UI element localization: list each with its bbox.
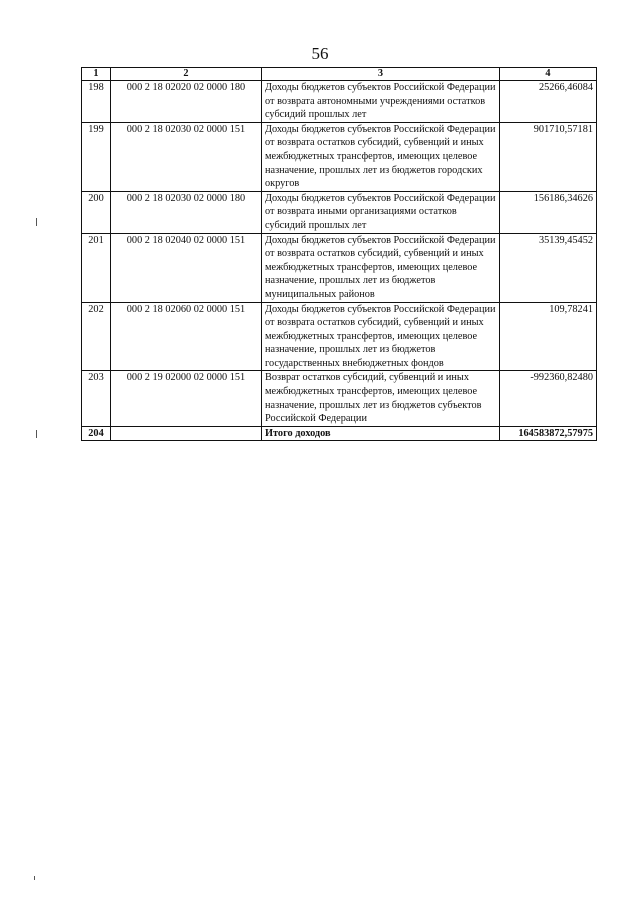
budget-code: 000 2 18 02030 02 0000 151 (111, 122, 262, 191)
table-row (82, 81, 597, 123)
header-col-1: 1 (82, 68, 111, 81)
row-number: 199 (82, 122, 111, 191)
income-description: Доходы бюджетов субъектов Российской Федерации от возврата остатков субсидий, субвенций и иных межбюджетных трансфертов, имеющих целевое назначение, прошлых лет из бюджетов муниципальных районов (262, 233, 500, 302)
table-row (82, 122, 597, 191)
budget-code: 000 2 19 02000 02 0000 151 (111, 371, 262, 426)
header-col-4: 4 (500, 68, 597, 81)
amount: 156186,34626 (500, 191, 597, 233)
amount: 25266,46084 (500, 81, 597, 123)
page-number: 56 (311, 44, 329, 63)
income-description: Доходы бюджетов субъектов Российской Федерации от возврата остатков субсидий, субвенций и иных межбюджетных трансфертов, имеющих целевое назначение, прошлых лет из бюджетов городских округов (262, 122, 500, 191)
income-description: Доходы бюджетов субъектов Российской Федерации от возврата иными организациями остатков субсидий прошлых лет (262, 191, 500, 233)
scan-mark (34, 876, 35, 880)
table-row (82, 191, 597, 233)
total-amount: 164583872,57975 (500, 426, 597, 441)
income-description: Возврат остатков субсидий, субвенций и иных межбюджетных трансфертов, имеющих целевое назначение, прошлых лет из бюджетов субъектов Российской Федерации (262, 371, 500, 426)
row-number: 201 (82, 233, 111, 302)
table-row (82, 233, 597, 302)
table-row (82, 371, 597, 426)
scan-mark (36, 218, 37, 226)
header-col-2: 2 (111, 68, 262, 81)
amount: 109,78241 (500, 302, 597, 371)
table-row (82, 302, 597, 371)
amount: -992360,82480 (500, 371, 597, 426)
row-number: 202 (82, 302, 111, 371)
amount: 35139,45452 (500, 233, 597, 302)
scan-mark (36, 430, 37, 438)
revenue-table (81, 67, 597, 441)
row-number: 204 (82, 426, 111, 441)
table-header-row (82, 68, 597, 81)
budget-code: 000 2 18 02060 02 0000 151 (111, 302, 262, 371)
row-number: 200 (82, 191, 111, 233)
row-number: 203 (82, 371, 111, 426)
budget-code: 000 2 18 02040 02 0000 151 (111, 233, 262, 302)
budget-code: 000 2 18 02020 02 0000 180 (111, 81, 262, 123)
amount: 901710,57181 (500, 122, 597, 191)
total-label: Итого доходов (262, 426, 500, 441)
income-description: Доходы бюджетов субъектов Российской Федерации от возврата остатков субсидий, субвенций и иных межбюджетных трансфертов, имеющих целевое назначение, прошлых лет из бюджетов государственных внебюджетных фондов (262, 302, 500, 371)
budget-code (111, 426, 262, 441)
header-col-3: 3 (262, 68, 500, 81)
total-row (82, 426, 597, 441)
income-description: Доходы бюджетов субъектов Российской Федерации от возврата автономными учреждениями остатков субсидий прошлых лет (262, 81, 500, 123)
budget-code: 000 2 18 02030 02 0000 180 (111, 191, 262, 233)
row-number: 198 (82, 81, 111, 123)
